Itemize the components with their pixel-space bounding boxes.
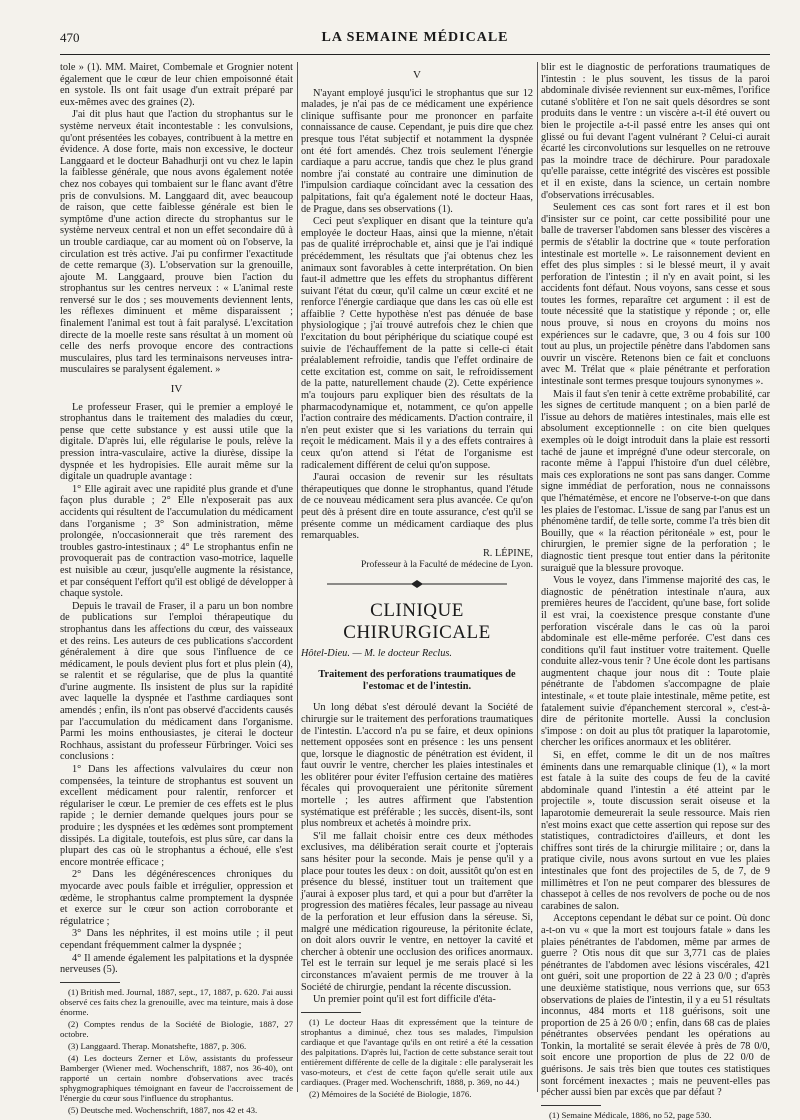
header-rule <box>60 54 770 55</box>
column-right <box>541 62 770 1120</box>
footnote-rule <box>60 982 120 983</box>
paragraph: N'ayant employé jusqu'ici le strophantus que sur 12 malades, je n'ai pas de ce médicament une expérience clinique suffisante pour me prononcer en parfaite connaissance de cause. Cependant, je puis dire que chez presque tous l'état subjectif et notamment la dyspnée ont été fort amendés. Chez trois seulement l'énergie cardiaque a paru accrue, tandis que chez le plus grand nombre j'ai constaté au contraire une diminution de l'impulsion cardiaque coïncidant avec la cessation des palpitations, fait qu'a également noté le docteur Haas, de Prague, dans ses observations (1). <box>301 87 533 215</box>
divider-ornament <box>317 580 517 588</box>
paragraph: 1° Elle agirait avec une rapidité plus grande et d'une façon plus durable ; 2° Elle n'exposerait pas aux accidents qui résultent de l'accumulation du médicament dans l'organisme ; 3° Son administration, même prolongée, n'occasionnerait que très rarement des troubles gastro-intestinaux ; 4° Le strophantus enfin ne provoquerait pas de contraction vaso-motrice, laquelle est nuisible au cœur, jusqu'elle augmente la résistance, et par conséquent l'effort qu'il est obligé de développer à chaque systole. <box>60 483 293 600</box>
paragraph: 2° Dans les dégénérescences chroniques du myocarde avec pouls faible et irrégulier, oppression et œdème, le strophantus calme promptement la dyspnée et exerce sur le cœur son action corroborante et régulatrice ; <box>60 869 293 927</box>
paragraph: J'aurai occasion de revenir sur les résultats thérapeutiques que donne le strophantus, quand l'étude de ce nouveau médicament sera plus avancée. Ce qu'on peut dès à présent dire en toute assurance, c'est qu'il se présente comme un médicament cardiaque des plus remarquables. <box>301 472 533 542</box>
paragraph: S'il me fallait choisir entre ces deux méthodes exclusives, ma délibération serait courte et j'opterais sans hésiter pour la seconde. Mais je pense qu'il y a place pour toutes les deux : on doit, aussitôt qu'on est en présence du blessé, instituer tout un traitement que j'aurai à exposer plus tard, et qui a pour but d'arrêter la progression des matières fécales, leur passage au niveau de la perforation et leur effusion dans la séreuse. Si, malgré une médication rigoureuse, la péritonite éclate, on doit alors ouvrir le ventre, en nettoyer la cavité et chercher à obtenir une occlusion des orifices anormaux. Tel est le terrain sur lequel je me serais placé si les circonstances m'avaient permis de me trouver à la Société de chirurgie, pendant la récente discussion. <box>301 830 533 993</box>
paragraph: 3° Dans les néphrites, il est moins utile ; il peut cependant fréquemment calmer la dyspnée ; <box>60 928 293 951</box>
paragraph: tole » (1). MM. Mairet, Combemale et Grognier notent également que le cœur de leur chien empoisonné était en systole. Ils ont fait usage d'un extrait préparé par eux-mêmes avec des graines (2). <box>60 62 293 108</box>
paragraph: 4° Il amende également les palpitations et la dyspnée nerveuses (5). <box>60 952 293 976</box>
footnote: (2) Mémoires de la Société de Biologie, 1876. <box>309 1088 472 1099</box>
section-heading: CLINIQUE CHIRURGICALE <box>343 599 491 643</box>
section-number: IV <box>170 383 183 396</box>
paragraph: Ceci peut s'expliquer en disant que la teinture qu'a employée le docteur Haas, ainsi que la mienne, n'était pas de qualité irréprochable et, ainsi que je l'ai indiqué précédemment, les résultats que j'ai obtenus chez les animaux sont favorables à cette interprétation. On bien faut-il admettre que les effets du strophantus diffèrent suivant l'état du cœur, qu'il calme un cœur excité et ne renforce l'énergie cardiaque que dans les cas où elle est affaiblie ? Cette hypothèse n'est pas dénuée de base physiologique ; j'ai trouvé autrefois chez le chien que l'excitation du bout périphérique du sciatique coupé est suivie de l'échauffement de la patte si celle-ci était préalablement refroidie, tandis que l'effet ordinaire de cette excitation est, comme on sait, le refroidissement de la patte, naturellement chaude (2). Cette expérience m'a toujours paru expliquer bien des résultats de la pharmacodynamique et, notamment, ce qu'on appelle l'action contraire des médicaments. D'action contraire, il n'en peut exister que si les variations du terrain qui reçoit le médicament. Mais il y a des effets contraires à ceux qu'on attend si l'état de l'organisme est radicalement différent de celui qu'on suppose. <box>301 216 533 471</box>
paragraph: blir est le diagnostic de perforations traumatiques de l'intestin : le plus souvent, les tissus de la paroi abdominale divisée reviennent sur eux-mêmes, l'orifice cutané s'oblitère et l'on ne sait quels désordres se sont produits dans le ventre : un viscère a-t-il été ouvert ou bien le projectile a-t-il passé entre les anses qui ont glissé ou fui devant l'agent vulnérant ? Celui-ci aurait écarté les circonvolutions sur lesquelles on ne retrouve pas la moindre trace de déchirure. Pour paradoxale qu'elle paraisse, cette intégrité des viscères est possible et il en existe, dans la science, un certain nombre d'observations irrécusables. <box>541 62 770 201</box>
paragraph: 1° Dans les affections valvulaires du cœur non compensées, la teinture de strophantus est souvent un excellent médicament pour ralentir, renforcer et régulariser le cœur. Le premier de ces effets est le plus rapide ; le dernier demande quelques jours pour se produire ; les dyspnées et les œdèmes sont promptement dissipés. La digitale, toutefois, est plus sûre, car dans la plupart des cas où le strophantus a échoué, elle s'est encore montrée efficace ; <box>60 764 293 868</box>
paragraph: Vous le voyez, dans l'immense majorité des cas, le diagnostic de pénétration intestinale n'aura, aux premières heures de l'accident, qu'une base, fort solide il est vrai, la coexistence presque constante d'une perforation viscérale dans le cas où la paroi abdominale est elle-même perforée. C'est dans ces conditions qu'il faut instituer votre traitement. Quelle conduite allez-vous tenir ? Une école dont les partisans augmentent chaque jour nous dit : Toute plaie pénétrante de l'abdomen s'accompagne de plaie intestinale, « et toute plaie intestinale, même petite, est fatalement suivie d'épanchement stercoral », c'est-à-dire de péritonite mortelle. Aussi la conclusion s'impose : on doit au plus tôt pratiquer la laparotomie, chercher les orifices anormaux et les oblitérer. <box>541 575 770 749</box>
paragraph: Un long débat s'est déroulé devant la Société de chirurgie sur le traitement des perforations traumatiques de l'intestin. L'accord n'a pu se faire, et deux opinions nettement opposées sont en présence : les uns pensent que, lorsque le diagnostic de pénétration est évident, il faut ouvrir le ventre, chercher les plaies intestinales et les oblitérer pour éviter l'effusion certaine des matières fécales qui provoqueraient une péritonite sûrement mortelle ; les autres affirment que l'abstention systématique est préférable ; les succès, disent-ils, sont plus nombreux et achetés à moindre prix. <box>301 702 533 830</box>
footnote: (5) Deutsche med. Wochenschrift, 1887, nos 42 et 43. <box>68 1104 258 1115</box>
footnote: (3) Langgaard. Therap. Monatshefte, 1887, p. 306. <box>68 1040 247 1051</box>
section-number: V <box>413 69 421 81</box>
column-divider <box>297 62 298 1092</box>
paragraph: Seulement ces cas sont fort rares et il est bon d'insister sur ce point, car cette possibilité pour une balle de traverser l'abdomen sans blesser des viscères a permis de s'établir la doctrine que « toute perforation intestinale est mortelle ». Le raisonnement devient en effet des plus simples : si le blessé meurt, il y avait perforation de l'intestin ; il n'y en avait point, si les accidents font défaut. Nous voyons, sans cesse et sous toutes les formes, reparaître cet argument : il est de toute nécessité que la statistique y réponde ; or, elle nous prouve, si nous en croyons du moins nos expériences sur le cadavre, que, 3 ou 4 fois sur 100 tout au plus, un projectile pénètre dans l'abdomen sans ouvrir un viscère. Retenons bien ce fait et concluons avec M. Trélat que « plaie pénétrante et perforation intestinale sont termes presque toujours synonymes ». <box>541 202 770 388</box>
footnote-rule <box>541 1105 601 1106</box>
article-title: Traitement des perforations traumatiques de l'estomac et de l'intestin. <box>318 669 516 692</box>
column-divider <box>537 62 538 1092</box>
footnote: (1) Le docteur Haas dit expressément que la teinture de strophantus a diminué, chez tous ses malades, l'impulsion cardiaque et que l'avantage qu'ils en ont retiré a été la cessation des palpitations. D'après lui, l'action de cette substance serait tout entièrement différente de celle de la digitale : elle paralyserait les vaso-moteurs, et c'est de cette façon qu'elle serait utile aux cardiaques. (Prager med. Wochenschrift, 1888, p. 369, no 44.) <box>301 1016 533 1087</box>
page-number: 470 <box>60 30 80 45</box>
paragraph: Acceptons cependant le débat sur ce point. Où donc a-t-on vu « que la mort est toujours fatale » dans les plaies pénétrantes de l'abdomen, même par armes de guerre ? Otis nous dit que sur 3,771 cas de plaies pénétrantes de l'abdomen avec lésions viscérales, 421 ont guéri, soit une proportion de 22 à 23 0/0 ; d'après une deuxième statistique, nous verrions que, sur 653 observations de plaies de l'intestin, il y a eu 51 résultats inconnus, 484 morts et 118 guérisons, soit une proportion de 25 à 26 0/0 ; enfin, dans 68 cas de plaies pénétrantes observées pendant les opérations au Tonkin, la mortalité se serait élevée à près de 78 0/0, soit encore une proportion de plus de 22 0/0 de guérisons. Je sais très bien que toutes ces statistiques sont forcément inexactes ; mais ne peuvent-elles pas pécher aussi bien par excès que par défaut ? <box>541 913 770 1099</box>
footnote: (1) Semaine Médicale, 1886, no 52, page 530. <box>549 1109 712 1120</box>
author-affiliation: Professeur à la Faculté de médecine de Lyon. <box>361 560 533 571</box>
footnote: (2) Comptes rendus de la Société de Biologie, 1887, 27 octobre. <box>60 1018 293 1039</box>
column-left <box>60 62 293 1115</box>
paragraph: Mais il faut s'en tenir à cette extrême probabilité, car les signes de certitude manquent ; on a bien parlé de l'issue au dehors de matières intestinales, mais elle est absolument exceptionnelle : on cite bien quelques exemples où le doigt introduit dans la plaie est ressorti taché de jaune et imprégné d'une odeur stercorale, on raconte même à l'appui l'histoire d'un duel célèbre, mais ces explorations ne sont pas sans danger. Comme signe immédiat de perforation, nous ne connaissons que l'hématémèse, et encore ne l'observe-t-on que dans les plaies de l'estomac. L'issue de sang par l'anus est un phénomène tardif, de telle sorte, comme l'a très bien dit Bouilly, que « la réaction péritonéale » est, pour le chirurgien, le premier signe de la perforation ; le diagnostic tient presque tout entier dans la péritonite suraiguë que la blessure provoque. <box>541 388 770 574</box>
column-middle <box>301 62 533 1099</box>
paragraph: Un premier point qu'il est fort difficile d'éta- <box>313 994 496 1006</box>
journal-title: LA SEMAINE MÉDICALE <box>321 30 509 45</box>
section-divider <box>301 580 533 592</box>
page-header <box>60 30 770 50</box>
paragraph: Si, en effet, comme le dit un de nos maîtres éminents dans une remarquable clinique (1), « la mort est fatale à la suite des coups de feu de la cavité abdominale quand l'intestin a été atteint par le projectile », toute discussion serait oiseuse et la laparotomie demeurerait la seule ressource. Mais rien n'est moins exact que cette assertion qui repose sur des statistiques, contradictoires d'ailleurs, et dont les chiffres sont tirés de la chirurgie militaire ; or, dans la pratique civile, nous avons surtout en vue les plaies intestinales que font des projectiles de 5, de 7, de 9 millimètres et l'on ne peut comparer des blessures de chassepot à celles de nos revolvers de poche ou de nos carabines de salon. <box>541 750 770 912</box>
author-signature: R. LÉPINE, <box>482 547 533 559</box>
section-subheading: Hôtel-Dieu. — M. le docteur Reclus. <box>301 647 452 659</box>
footnote: (1) British med. Journal, 1887, sept., 17, 1887, p. 620. J'ai aussi observé ces faits chez la grenouille, avec ma teinture, mais à dose énorme. <box>60 986 293 1017</box>
footnote: (4) Les docteurs Zerner et Löw, assistants du professeur Bamberger (Wiener med. Wochenschrift, 1887, nos 36-40), ont rapporté un certain nombre d'observations avec tracés sphygmographiques témoignant en faveur de l'accroissement de l'énergie du cœur sous l'influence du strophantus. <box>60 1052 293 1103</box>
footnote-rule <box>301 1012 361 1013</box>
paragraph: Le professeur Fraser, qui le premier a employé le strophantus dans le traitement des maladies du cœur, pense que cette substance y est aussi utile que la digitale. D'après lui, elle régularise le pouls, relève la pression intra-vasculaire, active la diurèse, dissipe la dyspnée et les hydropisies. Elle aurait même sur la digitale un quadruple avantage : <box>60 401 293 483</box>
paragraph: Depuis le travail de Fraser, il a paru un bon nombre de publications sur l'emploi thérapeutique du strophantus dans les affections du cœur, des vaisseaux et des reins. Les auteurs de ces publications s'accordent généralement à dire que sous l'influence de ce médicament, le pouls devient plus fort et plus plein (4), se ralentit et se régularise, que de plus la quantité d'urine augmente. Ils insistent de plus sur la rapidité avec laquelle la dyspnée et l'asthme cardiaques sont amendés ; enfin, ils n'ont pas observé d'accidents causés par l'accumulation du médicament dans l'organisme. Parmi les moins enthousiastes, je citerai le docteur Rochhaus, assistant du professeur Fürbringer. Voici ses conclusions : <box>60 600 293 763</box>
paragraph: J'ai dit plus haut que l'action du strophantus sur le système nerveux était incontestable : les convulsions, qu'ont présentées les cobayes, contribuent à la mettre en évidence. A dose forte, mais non excessive, le docteur Langgaard et le docteur Bahadhurji ont vu chez le lapin la faiblesse générale, que nous avons également notée chez nos cobayes qui tombaient sur le flanc avant d'être pris de convulsions. M. Langgaard dit, avec beaucoup de raison, que cette faiblesse générale est bien le symptôme d'une action directe du strophantus sur le système nerveux central et non un effet secondaire dû à un trouble cardiaque, car au moment où on l'observe, la circulation est très active. J'ai pu confirmer l'exactitude de cette remarque (3). L'observation sur la grenouille, ajoute M. Langgaard, prouve bien l'action du strophantus sur les centres nerveux : « L'animal reste renversé sur le dos ; ses mouvements deviennent lents, les réflexes diminuent et même disparaissent ; finalement l'animal est tout à fait paralysé. L'excitation directe de la moelle reste sans résultat à un moment où celle des nerfs provoque encore des contractions musculaires, plus tard les terminaisons nerveuses intra-musculaires se paralysent également. » <box>60 109 293 376</box>
